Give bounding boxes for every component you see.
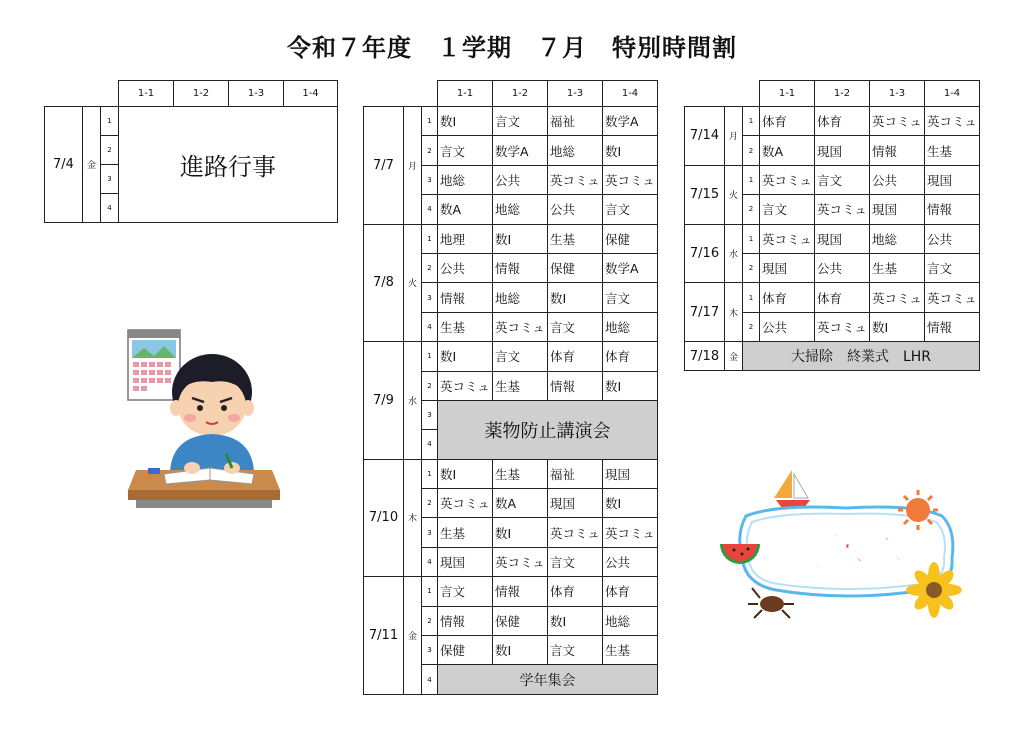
subject-cell: 数Ⅰ bbox=[493, 518, 548, 547]
subject-cell: 数Ⅰ bbox=[548, 283, 603, 312]
subject-cell: 英コミュ bbox=[603, 165, 658, 194]
subject-cell: 保健 bbox=[548, 253, 603, 282]
period-cell: 1 bbox=[101, 107, 119, 136]
subject-cell: 言文 bbox=[493, 342, 548, 371]
subject-cell: 公共 bbox=[548, 195, 603, 224]
period-cell: 2 bbox=[743, 312, 760, 341]
weekday-cell: 火 bbox=[404, 224, 422, 342]
subject-cell: 英コミュ bbox=[815, 312, 870, 341]
subject-cell: 地総 bbox=[603, 606, 658, 635]
subject-cell: 英コミュ bbox=[815, 195, 870, 224]
subject-cell: 数Ⅰ bbox=[870, 312, 925, 341]
subject-cell: 保健 bbox=[438, 636, 493, 665]
weekday-cell: 水 bbox=[725, 224, 743, 283]
subject-cell: 言文 bbox=[438, 577, 493, 606]
period-cell: 1 bbox=[422, 459, 438, 488]
event-cell: 大掃除 終業式 LHR bbox=[743, 342, 980, 371]
class-header: 1-1 bbox=[119, 81, 174, 107]
subject-cell: 言文 bbox=[493, 107, 548, 136]
subject-cell: 現国 bbox=[603, 459, 658, 488]
class-header: 1-3 bbox=[548, 81, 603, 107]
page-title: 令和７年度 １学期 ７月 特別時間割 bbox=[287, 34, 737, 62]
subject-cell: 情報 bbox=[548, 371, 603, 400]
subject-cell: 言文 bbox=[815, 165, 870, 194]
subject-cell: 数Ⅰ bbox=[603, 489, 658, 518]
event-cell: 進路行事 bbox=[119, 107, 338, 223]
subject-cell: 情報 bbox=[493, 577, 548, 606]
period-cell: 4 bbox=[422, 195, 438, 224]
subject-cell: 数Ⅰ bbox=[493, 224, 548, 253]
subject-cell: 生基 bbox=[493, 371, 548, 400]
class-header: 1-4 bbox=[603, 81, 658, 107]
subject-cell: 現国 bbox=[760, 253, 815, 282]
period-cell: 1 bbox=[743, 224, 760, 253]
subject-cell: 情報 bbox=[438, 283, 493, 312]
summer-vacation-illustration bbox=[716, 464, 976, 624]
subject-cell: 体育 bbox=[548, 342, 603, 371]
subject-cell: 体育 bbox=[548, 577, 603, 606]
period-cell: 4 bbox=[101, 194, 119, 223]
period-cell: 3 bbox=[422, 165, 438, 194]
class-header: 1-1 bbox=[438, 81, 493, 107]
subject-cell: 現国 bbox=[438, 547, 493, 576]
subject-cell: 生基 bbox=[438, 518, 493, 547]
period-cell: 1 bbox=[422, 577, 438, 606]
subject-cell: 現国 bbox=[548, 489, 603, 518]
period-cell: 1 bbox=[743, 165, 760, 194]
period-cell: 1 bbox=[422, 107, 438, 136]
date-cell: 7/16 bbox=[685, 224, 725, 283]
date-cell: 7/15 bbox=[685, 165, 725, 224]
subject-cell: 地総 bbox=[493, 195, 548, 224]
subject-cell: 公共 bbox=[438, 253, 493, 282]
date-cell: 7/10 bbox=[364, 459, 404, 577]
subject-cell: 地総 bbox=[438, 165, 493, 194]
period-cell: 4 bbox=[422, 547, 438, 576]
class-header: 1-2 bbox=[815, 81, 870, 107]
subject-cell: 体育 bbox=[760, 283, 815, 312]
subject-cell: 地総 bbox=[493, 283, 548, 312]
class-header: 1-2 bbox=[493, 81, 548, 107]
subject-cell: 英コミュ bbox=[870, 283, 925, 312]
period-cell: 4 bbox=[422, 665, 438, 694]
event-cell: 学年集会 bbox=[438, 665, 658, 694]
period-cell: 2 bbox=[101, 136, 119, 165]
subject-cell: 数学A bbox=[493, 136, 548, 165]
subject-cell: 公共 bbox=[493, 165, 548, 194]
subject-cell: 生基 bbox=[603, 636, 658, 665]
schedule-table-week-0714 bbox=[684, 80, 980, 371]
subject-cell: 英コミュ bbox=[925, 283, 980, 312]
subject-cell: 体育 bbox=[760, 107, 815, 136]
subject-cell: 地総 bbox=[603, 312, 658, 341]
subject-cell: 数Ⅰ bbox=[603, 136, 658, 165]
period-cell: 4 bbox=[422, 430, 438, 459]
class-header: 1-3 bbox=[229, 81, 284, 107]
subject-cell: 言文 bbox=[603, 195, 658, 224]
subject-cell: 数Ⅰ bbox=[438, 342, 493, 371]
class-header: 1-3 bbox=[870, 81, 925, 107]
weekday-cell: 木 bbox=[404, 459, 422, 577]
weekday-cell: 金 bbox=[725, 342, 743, 371]
event-cell: 薬物防止講演会 bbox=[438, 400, 658, 459]
class-header: 1-2 bbox=[174, 81, 229, 107]
subject-cell: 言文 bbox=[925, 253, 980, 282]
boy-studying-illustration bbox=[120, 322, 290, 512]
period-cell: 2 bbox=[422, 253, 438, 282]
subject-cell: 体育 bbox=[603, 342, 658, 371]
weekday-cell: 火 bbox=[725, 165, 743, 224]
subject-cell: 地総 bbox=[870, 224, 925, 253]
date-cell: 7/17 bbox=[685, 283, 725, 342]
date-cell: 7/14 bbox=[685, 107, 725, 166]
schedule-table-0704 bbox=[44, 80, 338, 223]
subject-cell: 情報 bbox=[493, 253, 548, 282]
subject-cell: 英コミュ bbox=[760, 165, 815, 194]
subject-cell: 数Ⅰ bbox=[493, 636, 548, 665]
subject-cell: 情報 bbox=[925, 195, 980, 224]
period-cell: 2 bbox=[422, 371, 438, 400]
subject-cell: 公共 bbox=[760, 312, 815, 341]
weekday-cell: 月 bbox=[404, 107, 422, 225]
period-cell: 4 bbox=[422, 312, 438, 341]
subject-cell: 体育 bbox=[815, 107, 870, 136]
subject-cell: 福祉 bbox=[548, 107, 603, 136]
subject-cell: 現国 bbox=[925, 165, 980, 194]
subject-cell: 生基 bbox=[925, 136, 980, 165]
subject-cell: 生基 bbox=[548, 224, 603, 253]
subject-cell: 数Ⅰ bbox=[438, 459, 493, 488]
subject-cell: 数Ⅰ bbox=[438, 107, 493, 136]
period-cell: 3 bbox=[422, 518, 438, 547]
subject-cell: 英コミュ bbox=[548, 165, 603, 194]
subject-cell: 体育 bbox=[603, 577, 658, 606]
period-cell: 3 bbox=[101, 165, 119, 194]
weekday-cell: 水 bbox=[404, 342, 422, 460]
subject-cell: 生基 bbox=[438, 312, 493, 341]
subject-cell: 公共 bbox=[925, 224, 980, 253]
period-cell: 3 bbox=[422, 636, 438, 665]
period-cell: 2 bbox=[422, 136, 438, 165]
subject-cell: 地総 bbox=[548, 136, 603, 165]
summer-vacation-text: 夏休み bbox=[784, 530, 904, 576]
subject-cell: 保健 bbox=[493, 606, 548, 635]
subject-cell: 言文 bbox=[760, 195, 815, 224]
subject-cell: 保健 bbox=[603, 224, 658, 253]
subject-cell: 英コミュ bbox=[493, 547, 548, 576]
subject-cell: 体育 bbox=[815, 283, 870, 312]
date-cell: 7/11 bbox=[364, 577, 404, 695]
subject-cell: 数学A bbox=[603, 107, 658, 136]
period-cell: 1 bbox=[743, 283, 760, 312]
subject-cell: 言文 bbox=[548, 547, 603, 576]
class-header: 1-4 bbox=[925, 81, 980, 107]
period-cell: 1 bbox=[422, 224, 438, 253]
subject-cell: 情報 bbox=[438, 606, 493, 635]
period-cell: 1 bbox=[743, 107, 760, 136]
subject-cell: 数Ⅰ bbox=[548, 606, 603, 635]
date-cell: 7/9 bbox=[364, 342, 404, 460]
subject-cell: 地理 bbox=[438, 224, 493, 253]
date-cell: 7/18 bbox=[685, 342, 725, 371]
subject-cell: 現国 bbox=[815, 224, 870, 253]
subject-cell: 公共 bbox=[603, 547, 658, 576]
period-cell: 2 bbox=[743, 136, 760, 165]
subject-cell: 英コミュ bbox=[760, 224, 815, 253]
period-cell: 3 bbox=[422, 400, 438, 429]
period-cell: 3 bbox=[422, 283, 438, 312]
subject-cell: 公共 bbox=[815, 253, 870, 282]
subject-cell: 現国 bbox=[870, 195, 925, 224]
class-header: 1-4 bbox=[284, 81, 338, 107]
subject-cell: 生基 bbox=[493, 459, 548, 488]
subject-cell: 現国 bbox=[815, 136, 870, 165]
period-cell: 2 bbox=[422, 489, 438, 518]
period-cell: 1 bbox=[422, 342, 438, 371]
weekday-cell: 金 bbox=[404, 577, 422, 695]
subject-cell: 言文 bbox=[548, 312, 603, 341]
subject-cell: 言文 bbox=[548, 636, 603, 665]
subject-cell: 福祉 bbox=[548, 459, 603, 488]
subject-cell: 英コミュ bbox=[603, 518, 658, 547]
subject-cell: 英コミュ bbox=[438, 489, 493, 518]
class-header: 1-1 bbox=[760, 81, 815, 107]
period-cell: 2 bbox=[743, 195, 760, 224]
subject-cell: 情報 bbox=[925, 312, 980, 341]
subject-cell: 情報 bbox=[870, 136, 925, 165]
subject-cell: 英コミュ bbox=[438, 371, 493, 400]
subject-cell: 生基 bbox=[870, 253, 925, 282]
subject-cell: 言文 bbox=[438, 136, 493, 165]
subject-cell: 英コミュ bbox=[870, 107, 925, 136]
weekday-cell: 金 bbox=[83, 107, 101, 223]
subject-cell: 数Ⅰ bbox=[603, 371, 658, 400]
subject-cell: 数A bbox=[760, 136, 815, 165]
subject-cell: 英コミュ bbox=[925, 107, 980, 136]
period-cell: 2 bbox=[743, 253, 760, 282]
schedule-table-week-0707 bbox=[363, 80, 658, 695]
subject-cell: 数A bbox=[438, 195, 493, 224]
subject-cell: 数A bbox=[493, 489, 548, 518]
weekday-cell: 月 bbox=[725, 107, 743, 166]
subject-cell: 英コミュ bbox=[548, 518, 603, 547]
subject-cell: 数学A bbox=[603, 253, 658, 282]
subject-cell: 公共 bbox=[870, 165, 925, 194]
date-cell: 7/7 bbox=[364, 107, 404, 225]
sailboat-icon bbox=[774, 470, 810, 508]
date-cell: 7/4 bbox=[45, 107, 83, 223]
weekday-cell: 木 bbox=[725, 283, 743, 342]
subject-cell: 言文 bbox=[603, 283, 658, 312]
subject-cell: 英コミュ bbox=[493, 312, 548, 341]
period-cell: 2 bbox=[422, 606, 438, 635]
date-cell: 7/8 bbox=[364, 224, 404, 342]
